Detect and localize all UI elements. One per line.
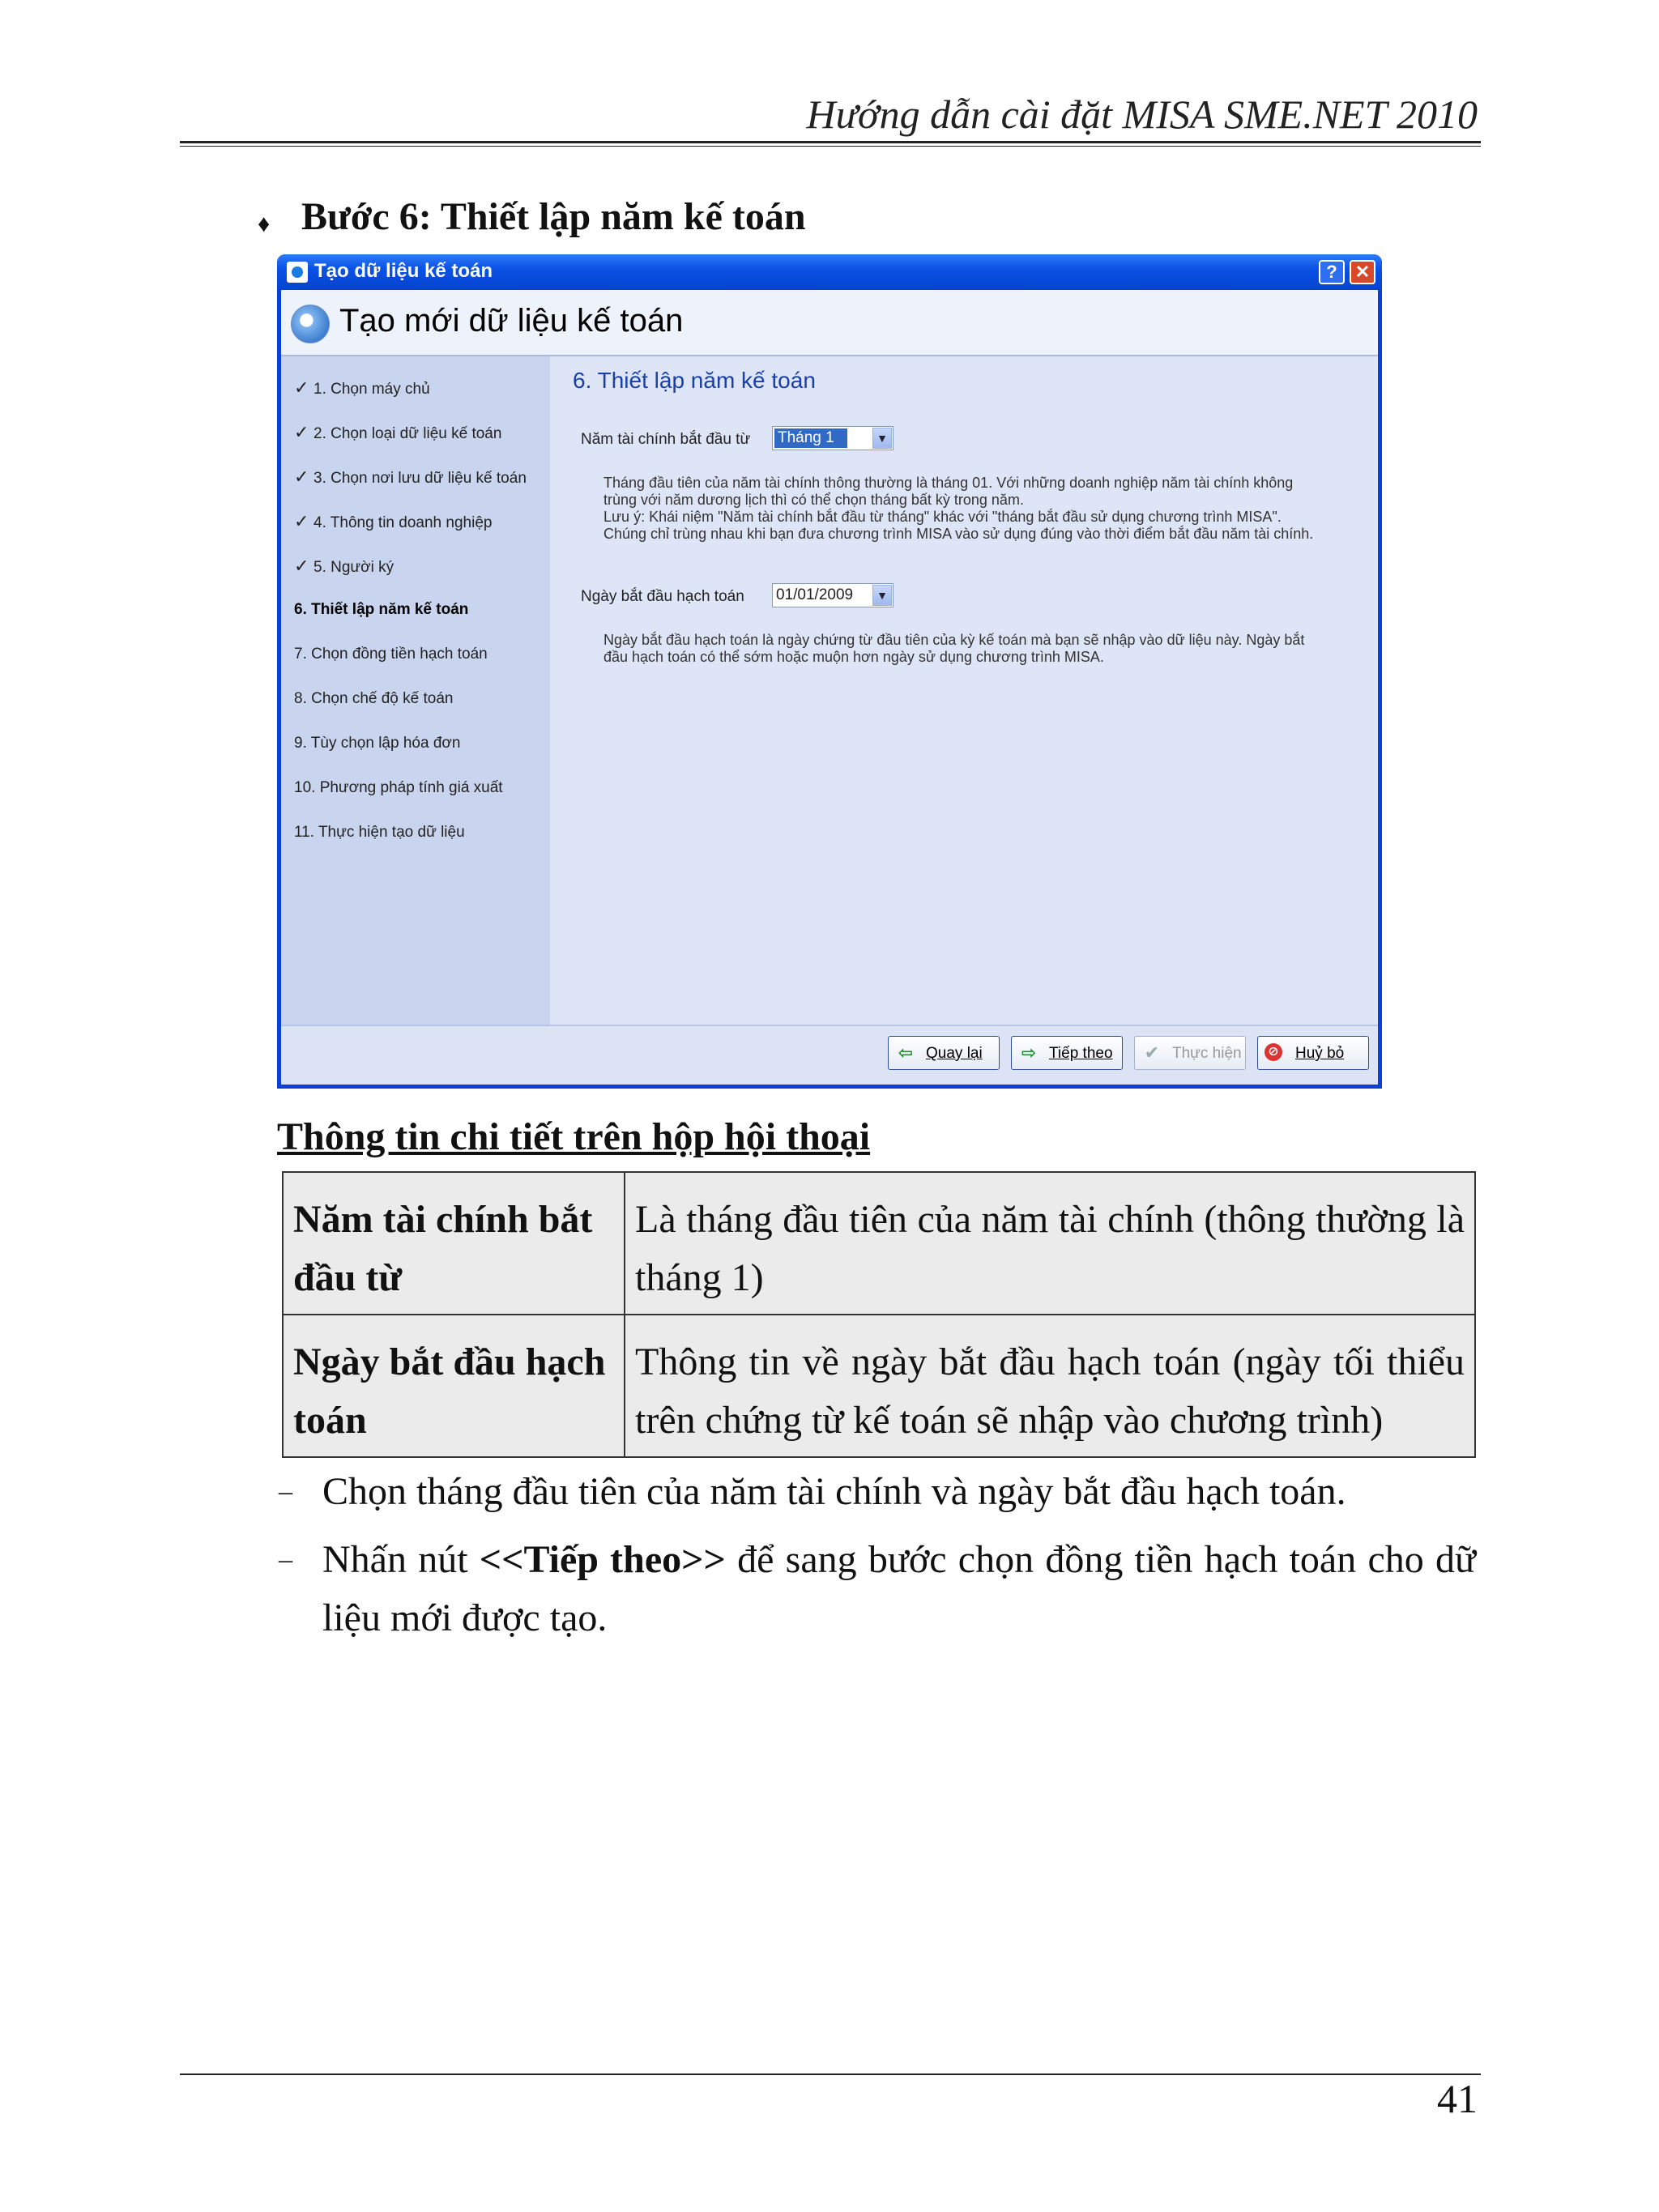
- arrow-left-icon: ⇦: [898, 1042, 914, 1063]
- step-bullet-icon: ♦: [258, 211, 271, 237]
- next-button[interactable]: ⇨ Tiếp theo: [1011, 1036, 1123, 1070]
- start-date-value: 01/01/2009: [776, 586, 854, 603]
- fiscal-start-month-select[interactable]: [772, 426, 893, 450]
- arrow-right-icon: ⇨: [1021, 1042, 1037, 1063]
- check-icon: ✓: [294, 377, 309, 398]
- fiscal-start-month-value: Tháng 1: [774, 428, 847, 448]
- cancel-button[interactable]: ⊘ Huỷ bỏ: [1257, 1036, 1369, 1070]
- fiscal-start-label: Năm tài chính bắt đầu từ: [581, 431, 751, 448]
- nav-step-label: 5. Người ký: [313, 559, 394, 576]
- term-cell: Năm tài chính bắt đầu từ: [283, 1172, 625, 1315]
- nav-step-1[interactable]: [294, 377, 430, 399]
- footer-rule: [180, 2073, 1481, 2075]
- wizard-banner-title: Tạo mới dữ liệu kế toán: [339, 303, 684, 339]
- check-icon: ✓: [294, 467, 309, 487]
- window-titlebar[interactable]: [277, 254, 1382, 290]
- window-client-area: [281, 290, 1378, 1085]
- back-button[interactable]: ⇦ Quay lại: [888, 1036, 1000, 1070]
- nav-step-9[interactable]: [294, 735, 460, 752]
- check-icon: ✓: [294, 556, 309, 576]
- dash-bullet: –: [279, 1545, 292, 1575]
- fiscal-start-help: Tháng đầu tiên của năm tài chính thông thường là tháng 01. Với những doanh nghiệp năm tài chính không trùng với năm dương lịch thì có thể chọn tháng bất kỳ trong năm. Lưu ý: Khái niệm "Năm tài chính bắt đầu từ tháng" khác với "tháng bắt đầu sử dụng chương trình MISA". Chúng chỉ trùng nhau khi bạn đưa chương trình MISA vào sử dụng đúng vào thời điểm bắt đầu năm tài chính.: [603, 475, 1314, 542]
- execute-button[interactable]: ✔ Thực hiện: [1134, 1036, 1246, 1070]
- definition-cell: Thông tin về ngày bắt đầu hạch toán (ngày tối thiểu trên chứng từ kế toán sẽ nhập vào chương trình): [625, 1315, 1475, 1457]
- wizard-button-bar: [281, 1025, 1378, 1085]
- header-rule-thin: [180, 146, 1481, 147]
- wizard-content: [550, 356, 1378, 1026]
- nav-step-4[interactable]: [294, 511, 492, 532]
- nav-step-label: 1. Chọn máy chủ: [313, 381, 430, 398]
- nav-step-3[interactable]: [294, 467, 527, 488]
- checkmark-icon: ✔: [1144, 1042, 1160, 1063]
- check-icon: ✓: [294, 511, 309, 531]
- details-table: [282, 1171, 1476, 1458]
- dash-bullet: –: [279, 1477, 292, 1507]
- close-button[interactable]: ✕: [1350, 260, 1375, 284]
- nav-step-10[interactable]: [294, 779, 503, 797]
- nav-step-label: 8. Chọn chế độ kế toán: [294, 690, 454, 707]
- cancel-icon: ⊘: [1265, 1043, 1282, 1061]
- app-icon: [287, 262, 308, 283]
- nav-step-label: 7. Chọn đồng tiền hạch toán: [294, 646, 488, 663]
- instruction-text: Nhấn nút <<Tiếp theo>> để sang bước chọn đồng tiền hạch toán cho dữ liệu mới được tạo.: [322, 1538, 1477, 1639]
- header-rule: [180, 141, 1481, 143]
- check-icon: ✓: [294, 422, 309, 442]
- nav-step-label: 2. Chọn loại dữ liệu kế toán: [313, 425, 502, 442]
- next-button-reference: <<Tiếp theo>>: [479, 1538, 726, 1581]
- nav-step-label: 9. Tùy chọn lập hóa đơn: [294, 735, 461, 752]
- window-title: Tạo dữ liệu kế toán: [314, 260, 493, 282]
- start-date-picker[interactable]: [772, 583, 893, 607]
- wizard-banner: [281, 290, 1378, 356]
- wizard-window: [277, 254, 1382, 1089]
- nav-step-label: 3. Chọn nơi lưu dữ liệu kế toán: [313, 470, 527, 487]
- step-heading: Bước 6: Thiết lập năm kế toán: [301, 195, 806, 238]
- nav-step-label: 6. Thiết lập năm kế toán: [294, 601, 469, 618]
- nav-step-label: 4. Thông tin doanh nghiệp: [313, 514, 493, 531]
- instruction-text: Chọn tháng đầu tiên của năm tài chính và ngày bắt đầu hạch toán.: [322, 1470, 1346, 1513]
- nav-step-5[interactable]: [294, 556, 394, 577]
- start-date-help: Ngày bắt đầu hạch toán là ngày chứng từ đầu tiên của kỳ kế toán mà bạn sẽ nhập vào dữ liệu này. Ngày bắt đầu hạch toán có thể sớm hoặc muộn hơn ngày sử dụng chương trình MISA.: [603, 632, 1305, 665]
- nav-step-8[interactable]: [294, 690, 453, 708]
- nav-step-7[interactable]: [294, 646, 488, 663]
- nav-step-6-current[interactable]: [294, 601, 468, 619]
- table-row: [283, 1315, 1475, 1457]
- nav-step-11[interactable]: [294, 824, 465, 842]
- help-button[interactable]: ?: [1319, 260, 1345, 284]
- document-header-title: Hướng dẫn cài đặt MISA SME.NET 2010: [806, 92, 1478, 137]
- chevron-down-icon[interactable]: ▼: [872, 428, 892, 449]
- wizard-steps-sidebar: [281, 356, 550, 1026]
- nav-step-label: 10. Phương pháp tính giá xuất: [294, 779, 503, 796]
- nav-step-label: 11. Thực hiện tạo dữ liệu: [294, 824, 465, 841]
- page-number: 41: [1437, 2076, 1478, 2121]
- table-row: [283, 1172, 1475, 1315]
- chevron-down-icon[interactable]: ▼: [872, 585, 892, 606]
- definition-cell: Là tháng đầu tiên của năm tài chính (thông thường là tháng 1): [625, 1172, 1475, 1315]
- database-disc-icon: [291, 305, 330, 343]
- details-heading: Thông tin chi tiết trên hộp hội thoại: [277, 1115, 871, 1158]
- term-cell: Ngày bắt đầu hạch toán: [283, 1315, 625, 1457]
- start-date-label: Ngày bắt đầu hạch toán: [581, 588, 744, 605]
- nav-step-2[interactable]: [294, 422, 501, 443]
- section-title: 6. Thiết lập năm kế toán: [573, 368, 816, 393]
